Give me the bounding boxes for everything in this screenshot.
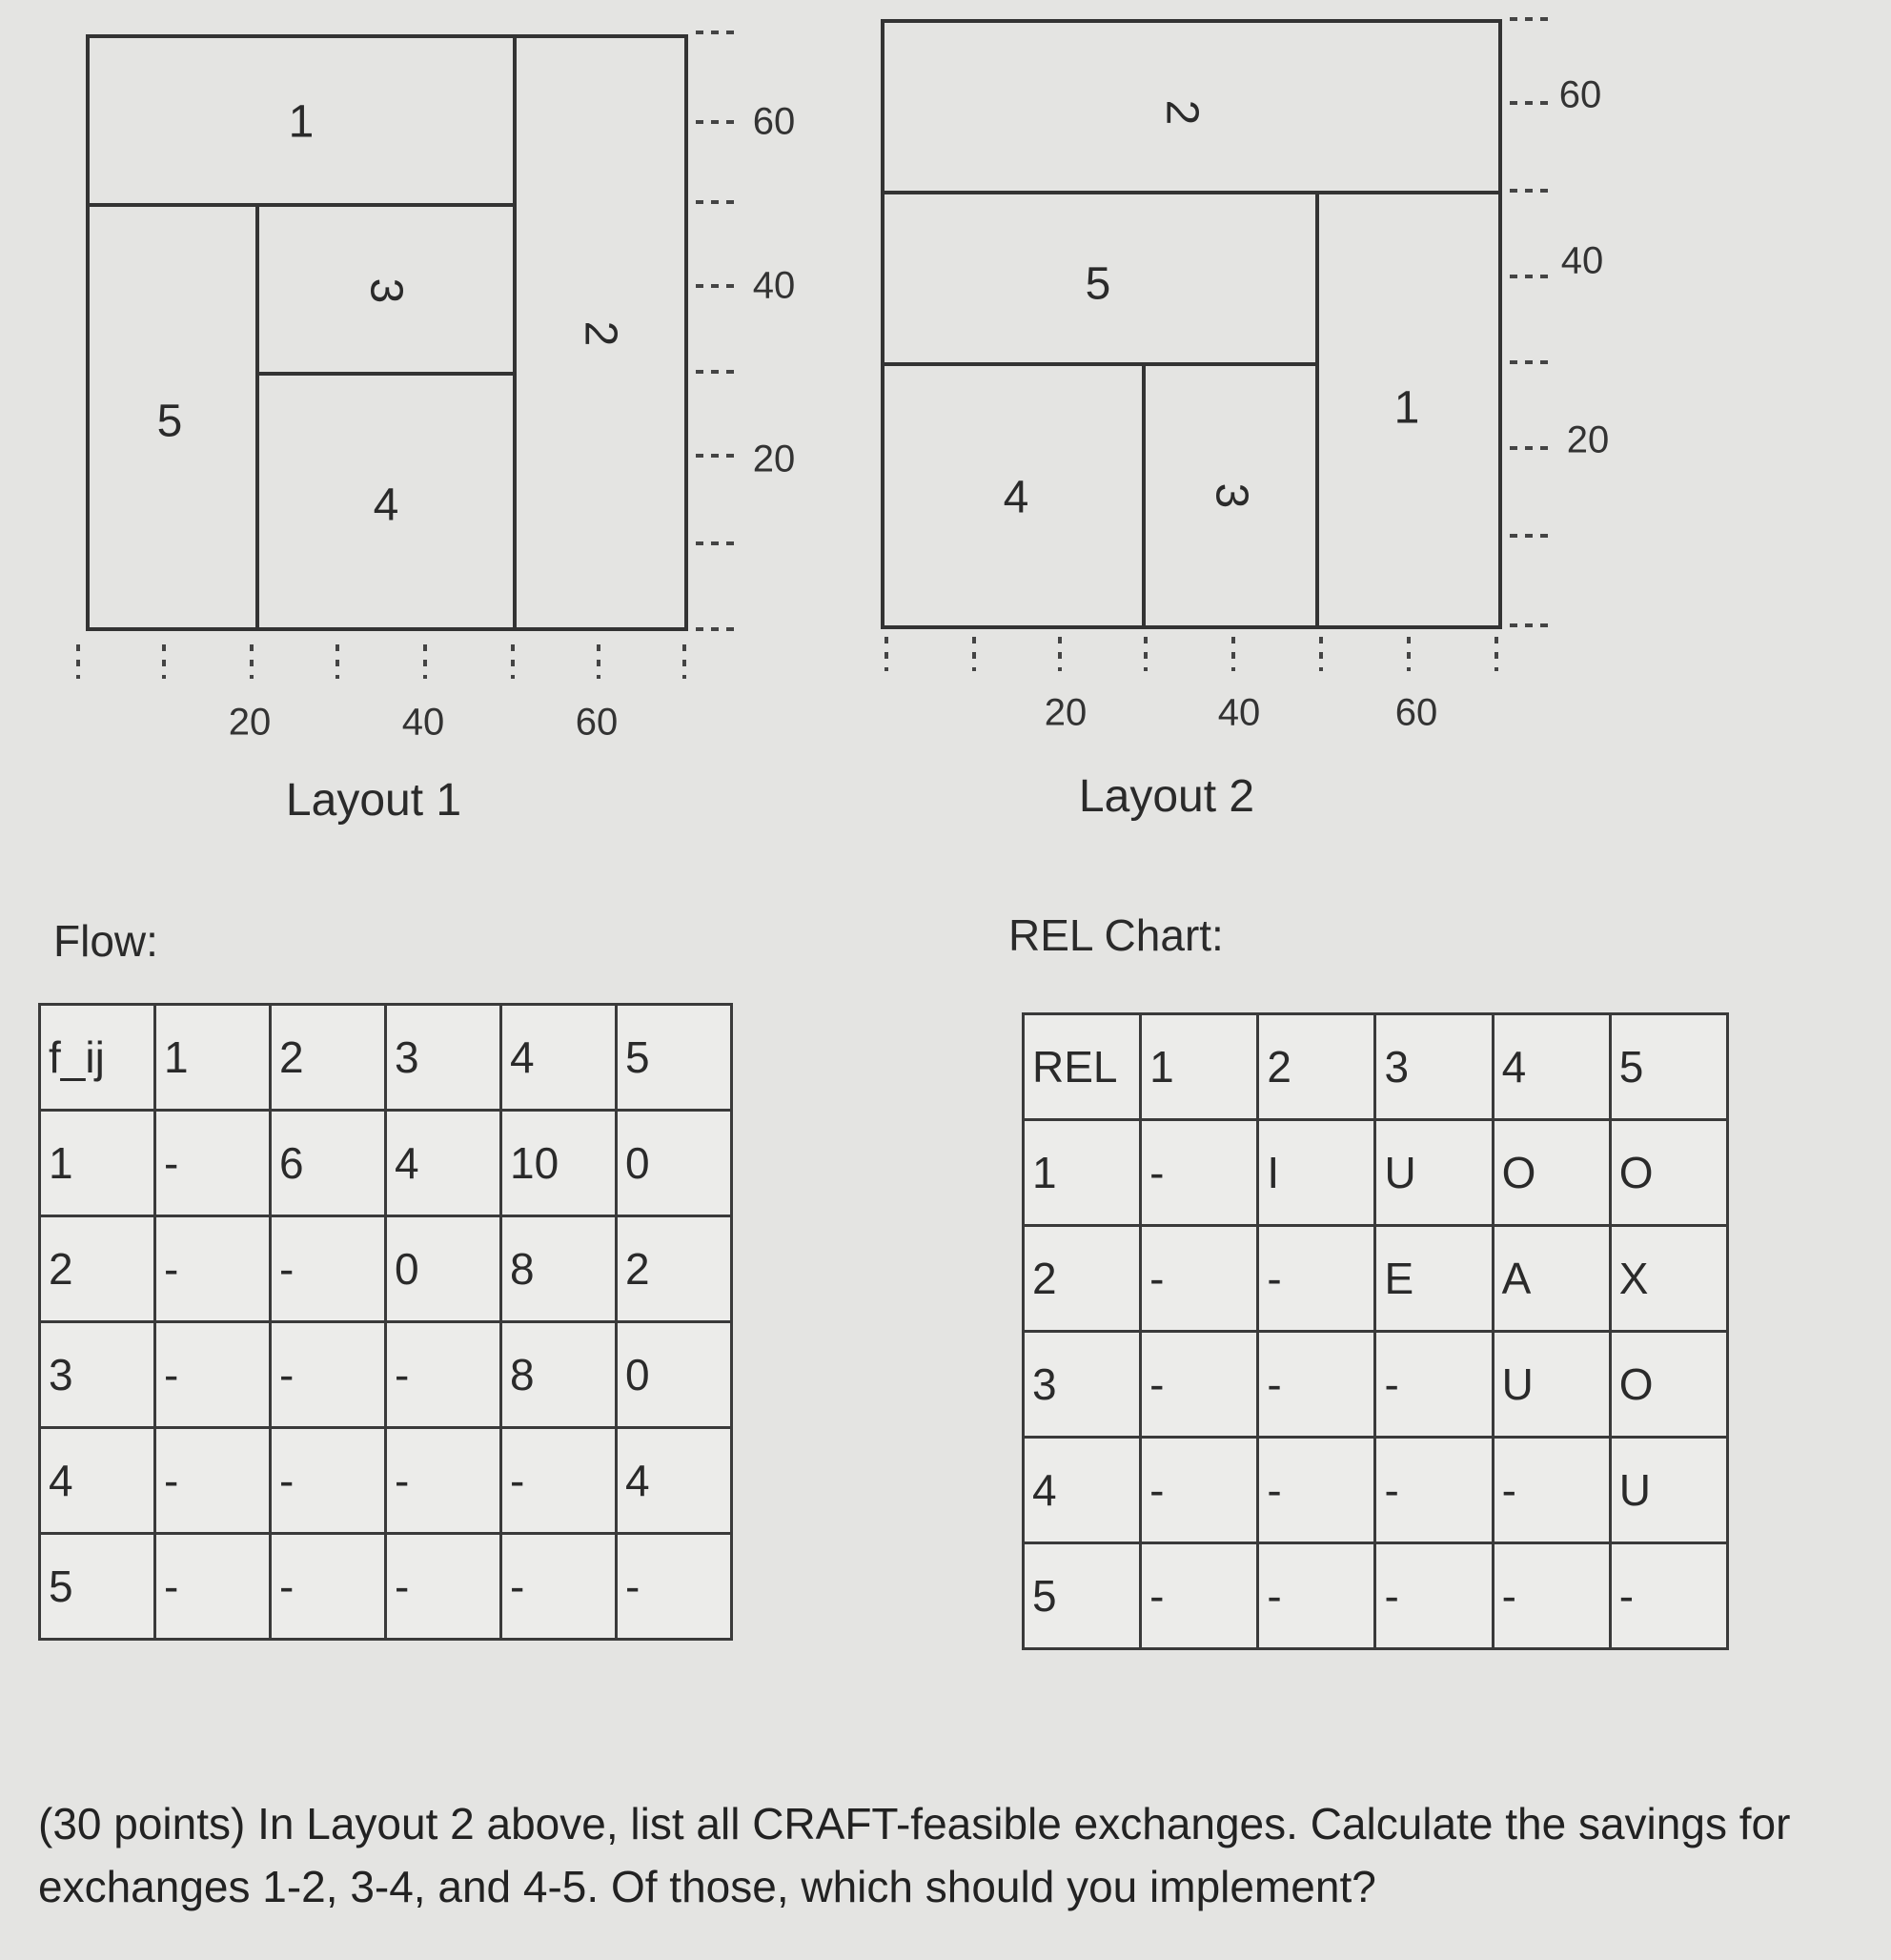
rel-cell: -	[1258, 1332, 1375, 1438]
layout-1-dept-1: 1	[288, 96, 315, 148]
flow-header-row	[40, 1005, 732, 1111]
flow-header-cell: 4	[501, 1005, 617, 1111]
layout-1-dept-5: 5	[156, 396, 183, 447]
flow-cell: 8	[501, 1216, 617, 1322]
layout-1-dept-4: 4	[373, 480, 399, 531]
rel-cell: -	[1258, 1438, 1375, 1543]
layout-2-y-tick-20: 20	[1566, 419, 1610, 461]
rel-row	[1024, 1226, 1728, 1332]
rel-title: REL Chart:	[1008, 910, 1224, 960]
rel-cell: -	[1375, 1332, 1493, 1438]
rel-row	[1024, 1438, 1728, 1543]
flow-cell: -	[155, 1111, 271, 1216]
flow-cell: 4	[617, 1428, 732, 1534]
rel-row	[1024, 1120, 1728, 1226]
rel-cell: -	[1141, 1543, 1258, 1649]
flow-cell: 0	[617, 1111, 732, 1216]
flow-cell: 2	[40, 1216, 155, 1322]
flow-cell: -	[386, 1428, 501, 1534]
rel-cell: -	[1141, 1120, 1258, 1226]
rel-cell: 2	[1024, 1226, 1141, 1332]
rel-cell: -	[1375, 1438, 1493, 1543]
rel-cell: A	[1493, 1226, 1610, 1332]
flow-cell: -	[271, 1428, 386, 1534]
flow-cell: -	[501, 1534, 617, 1640]
rel-cell: 3	[1024, 1332, 1141, 1438]
rel-cell: U	[1375, 1120, 1493, 1226]
rel-header-row	[1024, 1014, 1728, 1120]
rel-cell: -	[1493, 1438, 1610, 1543]
flow-cell: -	[386, 1534, 501, 1640]
flow-cell: 3	[40, 1322, 155, 1428]
flow-cell: 2	[617, 1216, 732, 1322]
layout-2-x-ticks	[886, 637, 1496, 671]
rel-cell: 5	[1024, 1543, 1141, 1649]
flow-cell: 6	[271, 1111, 386, 1216]
rel-cell: O	[1610, 1332, 1727, 1438]
flow-title: Flow:	[53, 916, 158, 966]
rel-cell: O	[1493, 1120, 1610, 1226]
flow-row	[40, 1111, 732, 1216]
rel-cell: -	[1610, 1543, 1727, 1649]
layout-1-dept-2: 2	[575, 320, 626, 347]
rel-cell: O	[1610, 1120, 1727, 1226]
layout-2-x-tick-40: 40	[1217, 691, 1261, 734]
flow-cell: -	[155, 1322, 271, 1428]
layout-1-x-tick-60: 60	[575, 701, 619, 744]
rel-cell: 1	[1024, 1120, 1141, 1226]
rel-header-cell: 3	[1375, 1014, 1493, 1120]
layout-2-y-tick-60: 60	[1558, 73, 1602, 116]
layout-2-y-tick-40: 40	[1560, 239, 1604, 282]
rel-cell: -	[1141, 1332, 1258, 1438]
layout-2-dept-3: 3	[1206, 482, 1257, 509]
flow-cell: -	[155, 1534, 271, 1640]
rel-header-cell: REL	[1024, 1014, 1141, 1120]
flow-row	[40, 1428, 732, 1534]
rel-header-cell: 2	[1258, 1014, 1375, 1120]
flow-header-cell: 1	[155, 1005, 271, 1111]
layout-2-x-tick-60: 60	[1394, 691, 1438, 734]
flow-header-cell: 5	[617, 1005, 732, 1111]
rel-cell: -	[1141, 1438, 1258, 1543]
rel-header-cell: 1	[1141, 1014, 1258, 1120]
flow-cell: 0	[617, 1322, 732, 1428]
flow-cell: 0	[386, 1216, 501, 1322]
flow-cell: -	[501, 1428, 617, 1534]
layout-1-x-tick-20: 20	[228, 701, 272, 744]
layout-1-x-tick-40: 40	[401, 701, 445, 744]
rel-cell: E	[1375, 1226, 1493, 1332]
flow-cell: -	[271, 1322, 386, 1428]
rel-cell: -	[1258, 1543, 1375, 1649]
rel-cell: U	[1610, 1438, 1727, 1543]
flow-cell: 5	[40, 1534, 155, 1640]
rel-table	[1022, 1012, 1729, 1650]
flow-row	[40, 1322, 732, 1428]
layout-2	[0, 0, 1891, 858]
layout-2-dept-2: 2	[1156, 99, 1208, 126]
flow-cell: -	[271, 1534, 386, 1640]
rel-cell: 4	[1024, 1438, 1141, 1543]
layout-2-y-ticks	[1510, 19, 1548, 625]
rel-cell: U	[1493, 1332, 1610, 1438]
layout-1-dept-3: 3	[360, 277, 412, 304]
rel-cell: X	[1610, 1226, 1727, 1332]
flow-cell: -	[617, 1534, 732, 1640]
flow-row	[40, 1534, 732, 1640]
question-text: (30 points) In Layout 2 above, list all CRAFT-feasible exchanges. Calculate the savings for exchanges 1-2, 3-4, and 4-5. Of those, which should you implement?	[38, 1799, 1791, 1911]
layout-2-dept-1: 1	[1393, 382, 1420, 434]
layout-1-y-tick-40: 40	[752, 264, 796, 307]
rel-cell: -	[1258, 1226, 1375, 1332]
flow-cell: 4	[40, 1428, 155, 1534]
flow-header-cell: 3	[386, 1005, 501, 1111]
flow-cell: 8	[501, 1322, 617, 1428]
layout-2-dept-5: 5	[1085, 258, 1111, 310]
layout-2-dept-4: 4	[1003, 472, 1029, 523]
rel-cell: -	[1375, 1543, 1493, 1649]
rel-cell: -	[1493, 1543, 1610, 1649]
rel-row	[1024, 1543, 1728, 1649]
flow-cell: 4	[386, 1111, 501, 1216]
flow-header-cell: f_ij	[40, 1005, 155, 1111]
rel-cell: -	[1141, 1226, 1258, 1332]
layout-1-y-tick-20: 20	[752, 438, 796, 480]
flow-header-cell: 2	[271, 1005, 386, 1111]
layout-2-caption: Layout 2	[1078, 771, 1255, 822]
rel-header-cell: 5	[1610, 1014, 1727, 1120]
flow-row	[40, 1216, 732, 1322]
layout-1-y-tick-60: 60	[752, 100, 796, 143]
flow-cell: 10	[501, 1111, 617, 1216]
flow-cell: -	[155, 1216, 271, 1322]
flow-cell: -	[155, 1428, 271, 1534]
flow-cell: -	[386, 1322, 501, 1428]
rel-row	[1024, 1332, 1728, 1438]
rel-header-cell: 4	[1493, 1014, 1610, 1120]
layout-2-x-tick-20: 20	[1044, 691, 1088, 734]
rel-cell: I	[1258, 1120, 1375, 1226]
flow-cell: -	[271, 1216, 386, 1322]
flow-cell: 1	[40, 1111, 155, 1216]
layout-1-caption: Layout 1	[285, 775, 462, 826]
flow-table	[38, 1003, 733, 1641]
